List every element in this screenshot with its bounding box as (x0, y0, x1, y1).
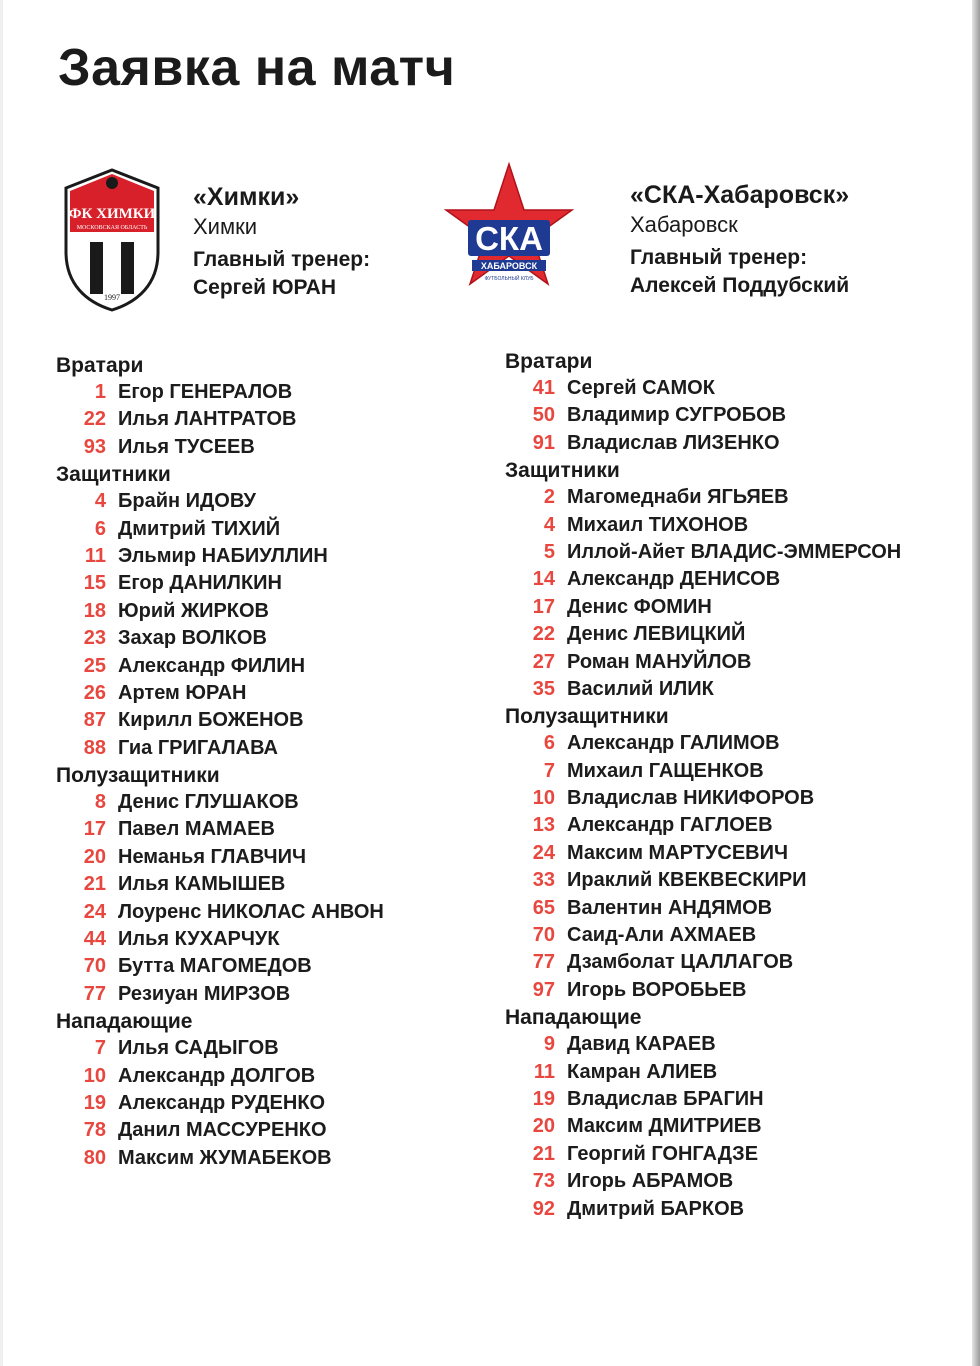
away-team-city: Хабаровск (630, 212, 738, 237)
player-row (505, 977, 945, 1004)
khimki-crest-title: ФК ХИМКИ (68, 206, 156, 222)
player-number: 6 (543, 732, 555, 755)
position-heading: Нападающие (56, 1010, 193, 1034)
player-row (56, 434, 496, 461)
player-number: 78 (83, 1119, 106, 1142)
player-row (56, 926, 496, 953)
player-number: 70 (532, 924, 555, 947)
player-row (505, 785, 945, 812)
player-number: 70 (83, 955, 106, 978)
player-number: 4 (94, 490, 106, 513)
page-title: Заявка на матч (58, 39, 456, 97)
player-number: 7 (543, 759, 555, 782)
player-row (505, 430, 945, 457)
home-coach-label: Главный тренер: (193, 248, 371, 271)
player-name: Александр ГАЛИМОВ (567, 732, 780, 755)
player-name: Давид КАРАЕВ (567, 1033, 716, 1056)
player-row (56, 1090, 496, 1117)
player-name: Александр ДОЛГОВ (118, 1064, 316, 1087)
player-row (56, 844, 496, 871)
player-number: 10 (83, 1064, 106, 1087)
player-number: 10 (532, 787, 555, 810)
player-row (56, 1145, 496, 1172)
player-name: Владимир СУГРОБОВ (567, 404, 787, 427)
player-row (56, 1035, 496, 1062)
player-number: 24 (83, 900, 106, 923)
player-number: 23 (83, 627, 106, 650)
player-name: Кирилл БОЖЕНОВ (118, 709, 304, 732)
position-heading: Полузащитники (505, 705, 669, 729)
position-heading: Нападающие (505, 1006, 642, 1030)
player-name: Василий ИЛИК (567, 677, 714, 700)
player-number: 20 (83, 845, 106, 868)
player-row (505, 867, 945, 894)
player-name: Камран АЛИЕВ (567, 1060, 718, 1083)
player-number: 7 (94, 1037, 106, 1060)
ska-crest-subtitle: ХАБАРОВСК (480, 261, 538, 271)
player-number: 77 (83, 982, 106, 1005)
player-number: 65 (532, 896, 555, 919)
player-row (505, 840, 945, 867)
player-number: 17 (83, 818, 106, 841)
ska-crest-tag: ФУТБОЛЬНЫЙ КЛУБ (484, 276, 534, 282)
player-name: Денис ЛЕВИЦКИЙ (567, 623, 746, 646)
player-name: Максим ДМИТРИЕВ (567, 1115, 762, 1138)
home-coach-name: Сергей ЮРАН (193, 276, 336, 299)
player-row (505, 812, 945, 839)
player-row (505, 1168, 945, 1195)
player-number: 87 (83, 709, 106, 732)
player-number: 11 (84, 544, 106, 567)
player-name: Илья ТУСЕЕВ (118, 435, 255, 458)
player-row (505, 895, 945, 922)
ska-crest-logo (444, 160, 574, 302)
player-row (505, 566, 945, 593)
away-roster (505, 348, 945, 1223)
player-number: 11 (533, 1060, 555, 1083)
player-name: Юрий ЖИРКОВ (118, 599, 269, 622)
player-row (505, 1086, 945, 1113)
player-number: 26 (83, 681, 106, 704)
player-name: Александр ДЕНИСОВ (567, 568, 781, 591)
player-row (56, 543, 496, 570)
position-heading: Вратари (505, 350, 593, 373)
player-name: Бутта МАГОМЕДОВ (118, 955, 312, 978)
player-name: Илья КУХАРЧУК (118, 928, 280, 951)
home-team-info (193, 182, 370, 302)
player-name: Дмитрий ТИХИЙ (118, 517, 281, 540)
player-number: 21 (83, 873, 106, 896)
player-number: 2 (543, 486, 555, 509)
player-number: 92 (532, 1197, 555, 1220)
player-name: Валентин АНДЯМОВ (567, 896, 773, 919)
player-row (56, 598, 496, 625)
player-name: Денис ФОМИН (567, 595, 712, 618)
player-row (56, 379, 496, 406)
home-team-city: Химки (193, 214, 258, 239)
player-number: 44 (83, 928, 106, 951)
player-name: Егор ДАНИЛКИН (118, 572, 282, 595)
player-row (56, 406, 496, 433)
player-number: 21 (532, 1142, 555, 1165)
player-name: Брайн ИДОВУ (118, 490, 256, 513)
player-row (505, 758, 945, 785)
khimki-crest-subtitle: МОСКОВСКАЯ ОБЛАСТЬ (76, 225, 148, 231)
player-name: Илья САДЫГОВ (118, 1037, 279, 1060)
player-row (56, 488, 496, 515)
player-number: 27 (532, 650, 555, 673)
player-row (505, 1113, 945, 1140)
position-heading: Защитники (56, 463, 171, 487)
player-name: Илья КАМЫШЕВ (118, 873, 286, 896)
player-row (505, 375, 945, 402)
player-row (505, 676, 945, 703)
player-name: Павел МАМАЕВ (118, 818, 275, 841)
player-row (56, 653, 496, 680)
player-number: 35 (532, 677, 555, 700)
player-number: 93 (83, 435, 106, 458)
player-row (505, 1059, 945, 1086)
player-name: Александр ГАГЛОЕВ (567, 814, 773, 837)
player-name: Резиуан МИРЗОВ (118, 982, 291, 1005)
player-number: 15 (83, 572, 106, 595)
player-number: 17 (532, 595, 555, 618)
player-name: Артем ЮРАН (118, 681, 247, 704)
player-row (56, 789, 496, 816)
player-name: Роман МАНУЙЛОВ (567, 650, 752, 673)
player-row (505, 649, 945, 676)
khimki-crest-logo (60, 166, 164, 312)
player-name: Саид-Али АХМАЕВ (567, 924, 757, 947)
player-number: 19 (83, 1091, 106, 1114)
player-row (505, 621, 945, 648)
player-row (505, 512, 945, 539)
player-row (505, 1031, 945, 1058)
player-row (505, 922, 945, 949)
player-name: Эльмир НАБИУЛЛИН (118, 544, 328, 567)
home-team-name: «Химки» (193, 183, 300, 211)
player-name: Михаил ТИХОНОВ (567, 513, 749, 536)
player-row (56, 707, 496, 734)
player-number: 20 (532, 1115, 555, 1138)
player-name: Дмитрий БАРКОВ (567, 1197, 745, 1220)
player-number: 88 (83, 736, 106, 759)
player-number: 25 (83, 654, 106, 677)
player-name: Лоуренс НИКОЛАС АНВОН (118, 900, 384, 923)
player-row (505, 1196, 945, 1223)
player-number: 9 (543, 1033, 555, 1056)
player-number: 5 (543, 540, 555, 563)
player-number: 77 (532, 951, 555, 974)
player-row (505, 1141, 945, 1168)
player-name: Михаил ГАЩЕНКОВ (567, 759, 764, 782)
player-row (56, 899, 496, 926)
player-row (56, 953, 496, 980)
player-number: 91 (532, 431, 555, 454)
page-edge-left (0, 0, 3, 1366)
page-edge-right (972, 0, 980, 1366)
player-row (56, 1117, 496, 1144)
ska-crest-title: СКА (475, 220, 543, 257)
player-name: Сергей САМОК (567, 377, 715, 399)
player-name: Захар ВОЛКОВ (118, 627, 267, 650)
player-number: 22 (83, 408, 106, 431)
position-heading: Защитники (505, 459, 620, 483)
away-coach-name: Алексей Поддубский (630, 274, 850, 297)
player-name: Данил МАССУРЕНКО (118, 1119, 327, 1142)
player-name: Владислав ЛИЗЕНКО (567, 431, 780, 454)
player-name: Егор ГЕНЕРАЛОВ (118, 381, 293, 403)
away-team-name: «СКА-Хабаровск» (630, 181, 850, 209)
player-name: Иллой-Айет ВЛАДИС-ЭММЕРСОН (567, 540, 902, 563)
player-name: Игорь ВОРОБЬЕВ (567, 978, 747, 1001)
player-name: Георгий ГОНГАДЗЕ (567, 1142, 759, 1165)
player-name: Владислав БРАГИН (567, 1087, 764, 1110)
player-name: Дзамболат ЦАЛЛАГОВ (567, 951, 794, 974)
player-row (505, 539, 945, 566)
player-row (56, 516, 496, 543)
player-name: Ираклий КВЕКВЕСКИРИ (567, 869, 807, 892)
player-row (56, 871, 496, 898)
player-name: Игорь АБРАМОВ (567, 1170, 734, 1193)
player-name: Гиа ГРИГАЛАВА (118, 736, 278, 759)
player-number: 80 (83, 1146, 106, 1169)
player-name: Владислав НИКИФОРОВ (567, 787, 815, 810)
player-row (505, 730, 945, 757)
khimki-crest-year: 1997 (104, 293, 120, 302)
home-roster (56, 352, 496, 1172)
player-number: 33 (532, 869, 555, 892)
player-number: 73 (532, 1170, 555, 1193)
player-name: Александр РУДЕНКО (118, 1091, 326, 1114)
player-row (56, 735, 496, 762)
player-name: Неманья ГЛАВЧИЧ (118, 845, 307, 868)
player-row (56, 816, 496, 843)
player-name: Денис ГЛУШАКОВ (118, 791, 299, 814)
player-number: 97 (532, 978, 555, 1001)
away-team-info (630, 180, 849, 300)
player-number: 8 (94, 791, 106, 814)
player-number: 41 (532, 377, 555, 399)
player-row (505, 484, 945, 511)
player-name: Максим МАРТУСЕВИЧ (567, 841, 789, 864)
player-name: Максим ЖУМАБЕКОВ (118, 1146, 332, 1169)
player-number: 50 (532, 404, 555, 427)
player-row (505, 594, 945, 621)
player-number: 1 (94, 381, 106, 403)
player-number: 4 (543, 513, 555, 536)
player-number: 6 (94, 517, 106, 540)
player-row (56, 680, 496, 707)
player-row (56, 570, 496, 597)
player-name: Александр ФИЛИН (118, 654, 306, 677)
player-number: 22 (532, 623, 555, 646)
player-number: 19 (532, 1087, 555, 1110)
position-heading: Вратари (56, 354, 144, 377)
away-coach-label: Главный тренер: (630, 246, 808, 269)
player-row (56, 981, 496, 1008)
player-row (56, 1063, 496, 1090)
player-number: 13 (532, 814, 555, 837)
player-row (56, 625, 496, 652)
player-row (505, 402, 945, 429)
player-name: Илья ЛАНТРАТОВ (118, 408, 297, 431)
position-heading: Полузащитники (56, 764, 220, 788)
player-number: 14 (532, 568, 555, 591)
player-row (505, 949, 945, 976)
player-name: Магомеднаби ЯГЬЯЕВ (567, 486, 789, 509)
player-number: 18 (83, 599, 106, 622)
player-number: 24 (532, 841, 555, 864)
